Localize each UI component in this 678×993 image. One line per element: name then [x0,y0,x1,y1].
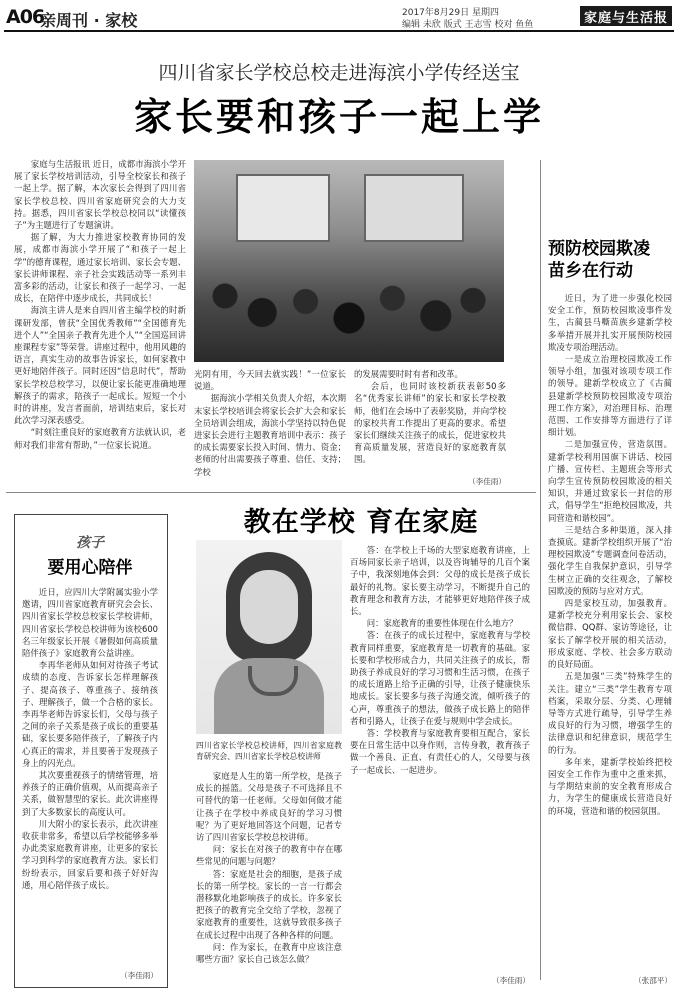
side-paragraph: 一是成立治理校园欺凌工作领导小组，加强对该项专项工作的领导。建新学校成立了《古蔺县建新学校预防校园欺凌专项治理工作方案》，对治理目标、治理范围、工作安排等方面进行了详细计划。 [548,354,672,438]
lead-paragraph: 据海滨小学相关负责人介绍，本次期末家长学校培训会将家长会扩大会和家长全员培训会组成，海滨小学坚持以特色促进家长会进行主题教育培训中表示：孩子的成长需要家长投入时间、情力、资金；老师的付出需要孩子尊重、信任、支持；学校 [194,393,346,477]
event-photo [194,160,504,362]
date-line: 2017年8月29日 星期四 [402,8,499,18]
page-number: A06 [6,6,45,28]
box-body [22,586,158,966]
staff-line: 编辑 未欣 版式 王志雪 校对 鱼鱼 [402,20,534,30]
section-divider [6,492,536,493]
feature-left-column [196,770,342,986]
lead-paragraph: “时刻注重良好的家庭教育方法就认识，老师对我们非常有帮助，”一位家长说道。 [14,427,186,450]
issue-meta [402,8,533,31]
box-paragraph: 其次要重视孩子的情绪管理，培养孩子的正确价值观，从而提高亲子关系，做智慧型的家长。此次讲座得到了大多数家长的高度认可。 [22,770,158,817]
side-paragraph: 五是加强“三类”特殊学生的关注。建立“三类”学生教育专项档案，采取分层、分类、心理辅导等方式进行疏导，引导学生养成良好的行为习惯，增强学生的法律意识和纪律意识，规范学生的行为。 [548,671,672,755]
interviewee-portrait [196,540,342,734]
side-paragraph: 近日，为了进一步强化校园安全工作，预防校园欺凌事件发生，古蔺县马嘶苗族乡建新学校多举措开展并扎实开展预防校园欺凌专项治理活动。 [548,293,672,352]
paper-logo: 家庭与生活报 [580,6,672,26]
lead-headline: 家长要和孩子一起上学 [133,94,544,139]
lead-paragraph: 家庭与生活报讯 近日，成都市海滨小学开展了家长学校培训活动，引导全校家长和孩子一起上学。据了解，本次家长会得到了四川省家长学校总校、四川省家庭研究会的大力支持。据悉，四川省家长学校总校同以“读懂孩子”为主题进行了专题演讲。 [14,159,186,231]
side-signoff: （张邵平） [634,976,672,985]
side-headline-line: 苗乡在行动 [548,261,633,281]
lead-paragraph: 会后，也同时该校新获表彰50多名“优秀家长讲师”的家长和家长学校教师，他们在会场中了表彰奖励，并向学校的家校共育工作提出了更高的要求。希望家长们继续关注孩子的成长，促进家校共育高质量发展，营造良好的家庭教育氛围。 [354,381,506,465]
audience [194,252,504,362]
side-paragraph: 多年来，建新学校始终把校园安全工作作为重中之重来抓，与学期结束前的安全教育形成合力，为学生的健康成长营造良好的环境，营造和谐的校园氛围。 [548,756,672,816]
lead-paragraph: 的发展需要时时有者和改革。 [354,369,463,379]
lead-signoff: （李佳雨） [468,477,506,486]
presentation-screen [236,174,330,242]
side-headline [548,238,672,282]
feature-signoff: （李佳雨） [492,976,530,985]
box-paragraph: 川大附小的家长表示，此次讲座收获非常多，希望以后学校能够多举办此类家庭教育讲座，让更多的家长学习到科学的家庭教育方法。家长们纷纷表示，回家后要和孩子好好沟通，用心陪伴孩子成长。 [22,818,158,890]
lead-paragraph: 据了解，为大力推进家校教育协同的发展，成都市海滨小学开展了“和孩子一起上学”的德育课程，通过家长培训、家长会专题、家长讲师课程、亲子社会实践活动等一系列丰富多彩的活动，让家长和孩子一起学习、一起成长，在陪伴中逐步成长，共同成长！ [14,232,186,304]
section-title: 亲周刊 · 家校 [40,11,138,30]
lead-column-3 [354,368,506,476]
masthead-rule [4,30,674,32]
box-paragraph: 李再华老师从如何对待孩子考试成绩的态度、告诉家长怎样理解孩子、提高孩子、尊重孩子、接纳孩子、理解孩子，做一个合格的家长。李再华老师告诉家长们，父母与孩子之间的亲子关系是孩子成长的重要基础，家长要多陪伴孩子，了解孩子内心真正的需求，并且要善于发现孩子身上的闪光点。 [22,660,158,768]
presentation-screen [364,174,464,242]
lead-column-2 [194,368,346,488]
feature-headline: 教在学校 育在家庭 [243,507,479,538]
column-divider [540,160,541,980]
feature-paragraph: 答：学校教育与家庭教育要相互配合，家长要在日常生活中以身作则，言传身教，教育孩子做一个善良、正直、有责任心的人，父母要与孩子一起成长、一起进步。 [350,728,530,775]
lead-paragraph: 光阴有用，今天回去就实践！”一位家长说道。 [194,369,346,392]
feature-paragraph: 答：家庭是社会的细胞，是孩子成长的第一所学校。家长的一言一行都会潜移默化地影响孩子的成长。许多家长把孩子的教育完全交给了学校，忽视了家庭教育的重要性，这就导致很多孩子在成长过程中出现了各种各样的问题。 [196,868,342,940]
portrait-face [240,570,298,644]
box-headline: 要用心陪伴 [47,558,133,578]
feature-question: 问：家庭教育的重要性体现在什么地方？ [366,618,518,629]
lead-paragraph: 海滨主讲人是来自四川省主编学校的时新课研发部，曾获“全国优秀教师”“全国德育先进个人”“全国亲子教育先进个人”“全国巡回讲座课程专家”等荣誉。讲座过程中，他用风趣的语言，真实生动的故事告诉家长，如何家教中更好地陪伴孩子。同时还因“信息时代”，帮助家长学校总校学习，以便让家长能更准确地理解孩子的需求，陪孩子一起成长。短短一个小时的讲座，发言者面前，培训结束后，家长对此次学习深表感受。 [14,305,186,426]
feature-paragraph: 家庭是人生的第一所学校，是孩子成长的摇篮。父母是孩子不可选择且不可替代的第一任老师。父母如何做才能让孩子在学校中养成良好的学习习惯呢？为了更好地回答这个问题，记者专访了四川省家长学校总校讲师。 [196,771,342,843]
box-kicker: 孩子 [76,535,104,551]
feature-question: 问：家长在对孩子的教育中存在哪些常见的问题与问题？ [196,844,342,867]
feature-paragraph: 答：在学校上千场的大型家庭教育讲座，上百场同家长亲子培训，以及咨询辅导的几百个案子中，我深刻地体会到：父母的成长是孩子成长最好的礼物。家长要主动学习，不断提升自己的教育理念和教育方法，才能够更好地陪伴孩子成长。 [350,545,530,617]
box-paragraph: 近日，应四川大学附属实验小学邀请，四川省家庭教育研究会会长、四川省家长学校总校家长学校讲师，四川省家长学校总校讲师为该校600名三年级家长开展《暑假如何高质量陪伴孩子》家庭教育公益讲座。 [22,587,158,659]
feature-paragraph: 答：在孩子的成长过程中，家庭教育与学校教育同样重要，家庭教育是一切教育的基础。家长要和学校形成合力，共同关注孩子的成长，帮助孩子养成良好的学习习惯和生活习惯，在孩子的成长道路上给予正确的引导，让孩子健康快乐地成长。家长要多与孩子沟通交流，倾听孩子的心声，尊重孩子的想法，做孩子成长路上的陪伴者和引路人，让孩子在爱与规则中学会成长。 [350,630,530,726]
side-paragraph: 二是加强宣传，营造氛围。建新学校利用国旗下讲话、校园广播、宣传栏、主题班会等形式向学生宣传预防校园欺凌的相关知识，并通过致家长一封信的形式，倡导学生“拒绝校园欺凌，共同营造和谐校园”。 [548,439,672,523]
feature-right-column [350,544,530,974]
portrait-caption: 四川省家长学校总校讲师，四川省家庭教育研究会、四川省家长学校总校讲师 [196,741,342,761]
lead-column-1 [14,158,186,488]
lead-kicker: 四川省家长学校总校走进海滨小学传经送宝 [158,62,520,84]
feature-question: 问：作为家长，在教育中应该注意哪些方面？家长自己该怎么做？ [196,941,342,965]
box-signoff: （李佳雨） [120,971,158,980]
side-body [548,292,672,972]
side-headline-line: 预防校园欺凌 [548,239,650,259]
side-paragraph: 三是结合多种渠道，深入排查摸底。建新学校组织开展了“治理校园欺凌”专题调查问卷活动，强化学生自我保护意识，引导学生树立正确的交往观念，了解校园欺凌的预防与应对方式。 [548,524,672,596]
side-paragraph: 四是家校互动，加强教育。建新学校充分利用家长会、家校微信群、QQ群、家访等途径，让家长了解学校开展的相关活动，形成家庭、学校、社会多方联动的良好局面。 [548,598,672,670]
